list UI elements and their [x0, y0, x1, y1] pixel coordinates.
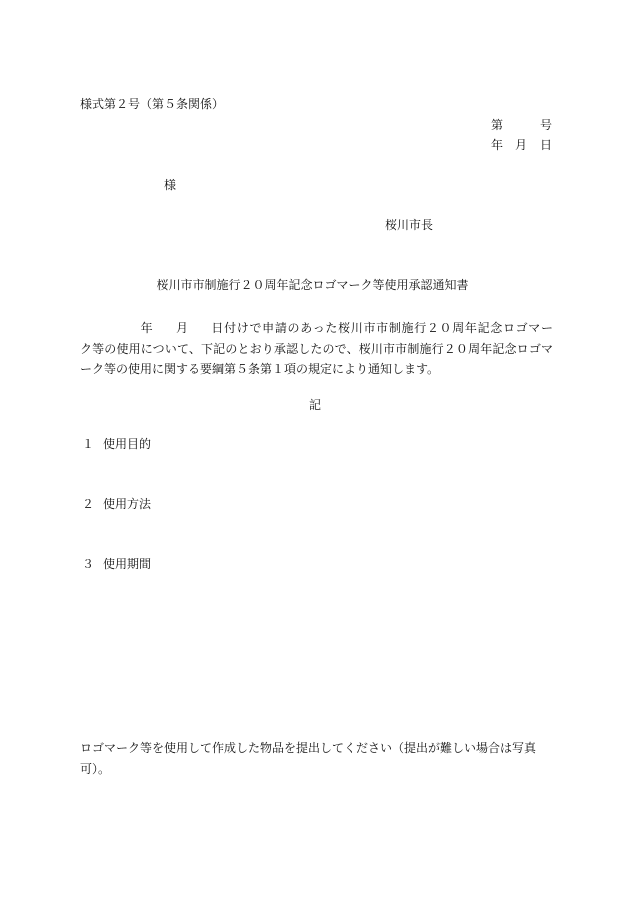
list-item-number: ２	[82, 497, 95, 511]
form-number-label: 様式第２号（第５条関係）	[80, 97, 225, 111]
list-item-number: １	[82, 437, 95, 451]
document-title: 桜川市市制施行２０周年記念ロゴマーク等使用承認通知書	[156, 278, 469, 292]
list-item-purpose	[82, 437, 151, 451]
submission-note	[80, 738, 553, 779]
document-number-suffix: 号	[540, 118, 553, 132]
body-month-label: 月	[175, 321, 189, 335]
date-day-label: 日	[540, 138, 553, 152]
date-month-label: 月	[515, 138, 528, 152]
body-year-label: 年	[140, 321, 154, 335]
list-item-method	[82, 497, 151, 511]
submission-note-line-1: ロゴマーク等を使用して作成した物品を提出してください（提出が難しい場合は写真	[80, 741, 537, 755]
list-item-label: 使用方法	[103, 497, 152, 511]
ki-heading: 記	[308, 398, 321, 412]
date-year-label: 年	[491, 138, 504, 152]
list-item-label: 使用目的	[103, 437, 152, 451]
body-line-1-text: 日付けで申請のあった桜川市市制施行２０周年記念ロゴマー	[210, 321, 553, 335]
addressee-honorific: 様	[164, 178, 177, 192]
list-item-period	[82, 557, 151, 571]
submission-note-line-2: 可）。	[80, 761, 111, 776]
sender-name: 桜川市長	[385, 218, 434, 232]
document-number-label: 第	[491, 118, 504, 132]
notice-body-line-1	[80, 318, 553, 339]
list-item-number: ３	[82, 557, 95, 571]
notice-body	[80, 318, 553, 380]
list-item-label: 使用期間	[103, 557, 152, 571]
notice-body-line-2: ク等の使用について、下記のとおり承認したので、桜川市市制施行２０周年記念ロゴマ	[80, 341, 553, 356]
notice-body-line-3: ーク等の使用に関する要綱第５条第１項の規定により通知します。	[80, 362, 440, 376]
